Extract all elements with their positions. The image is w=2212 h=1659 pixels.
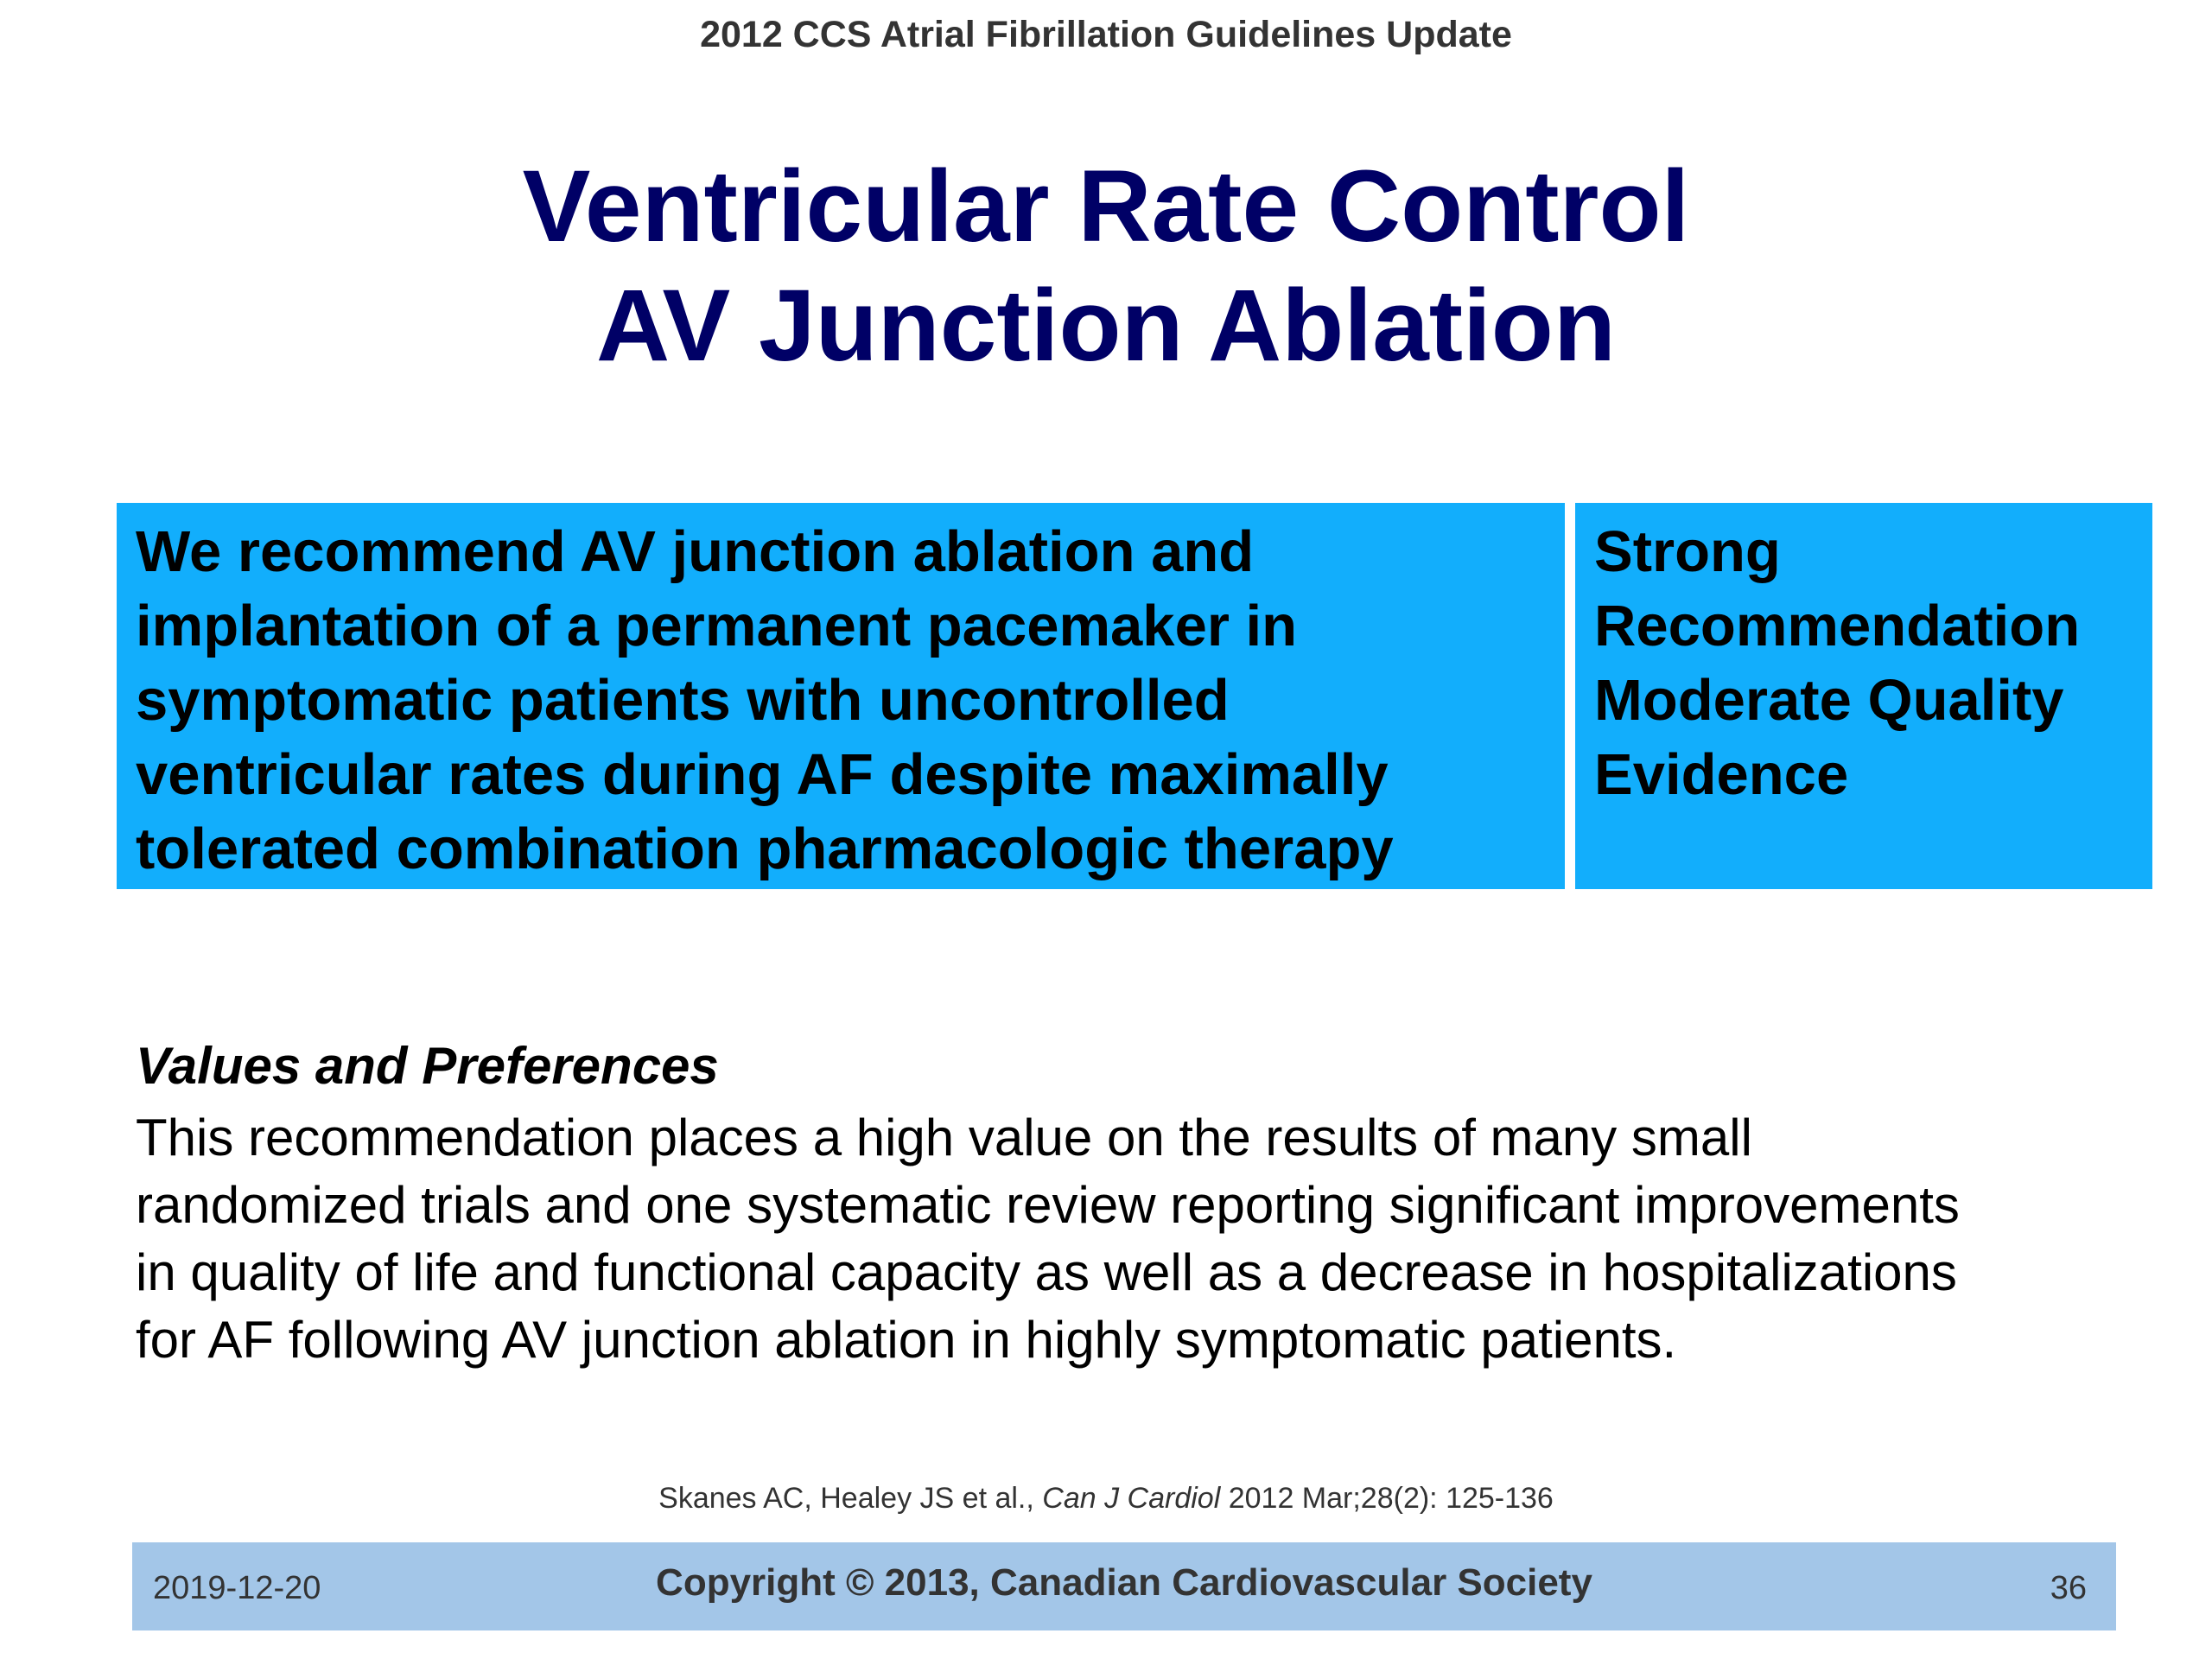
body-line: for AF following AV junction ablation in highly symptomatic patients.	[136, 1311, 1677, 1369]
page-number: 36	[2050, 1570, 2087, 1606]
grade-line: Moderate Quality	[1594, 668, 2064, 733]
slide-title	[0, 147, 2212, 385]
body-line: randomized trials and one systematic review reporting significant improvements	[136, 1176, 1960, 1234]
citation	[0, 1479, 2212, 1517]
grade-line: Strong	[1594, 519, 1781, 584]
recommendation-line: implantation of a permanent pacemaker in	[136, 594, 1298, 658]
recommendation-line: tolerated combination pharmacologic therapy	[136, 817, 1394, 881]
slide-title-line-1: Ventricular Rate Control	[522, 149, 1690, 264]
recommendation-box	[117, 503, 1565, 889]
footer-date: 2019-12-20	[153, 1570, 321, 1606]
grade-box	[1575, 503, 2152, 889]
values-preferences-heading: Values and Preferences	[136, 1037, 719, 1095]
recommendation-line: symptomatic patients with uncontrolled	[136, 668, 1230, 733]
footer-copyright: Copyright © 2013, Canadian Cardiovascular Society	[656, 1561, 1592, 1604]
citation-journal: Can J Cardiol	[1042, 1482, 1221, 1515]
header-title: 2012 CCS Atrial Fibrillation Guidelines Update	[700, 14, 1512, 55]
body-line: This recommendation places a high value on the results of many small	[136, 1109, 1752, 1166]
body-line: in quality of life and functional capacity as well as a decrease in hospitalizations	[136, 1243, 1957, 1301]
footer-bar	[132, 1542, 2116, 1630]
values-preferences-body	[136, 1104, 1960, 1374]
recommendation-line: We recommend AV junction ablation and	[136, 519, 1255, 584]
grade-line: Recommendation	[1594, 594, 2081, 658]
slide-title-line-2: AV Junction Ablation	[596, 269, 1616, 383]
citation-details: 2012 Mar;28(2): 125-136	[1228, 1482, 1554, 1515]
recommendation-line: ventricular rates during AF despite maximally	[136, 742, 1389, 807]
citation-authors: Skanes AC, Healey JS et al.,	[658, 1482, 1034, 1515]
grade-line: Evidence	[1594, 742, 1849, 807]
